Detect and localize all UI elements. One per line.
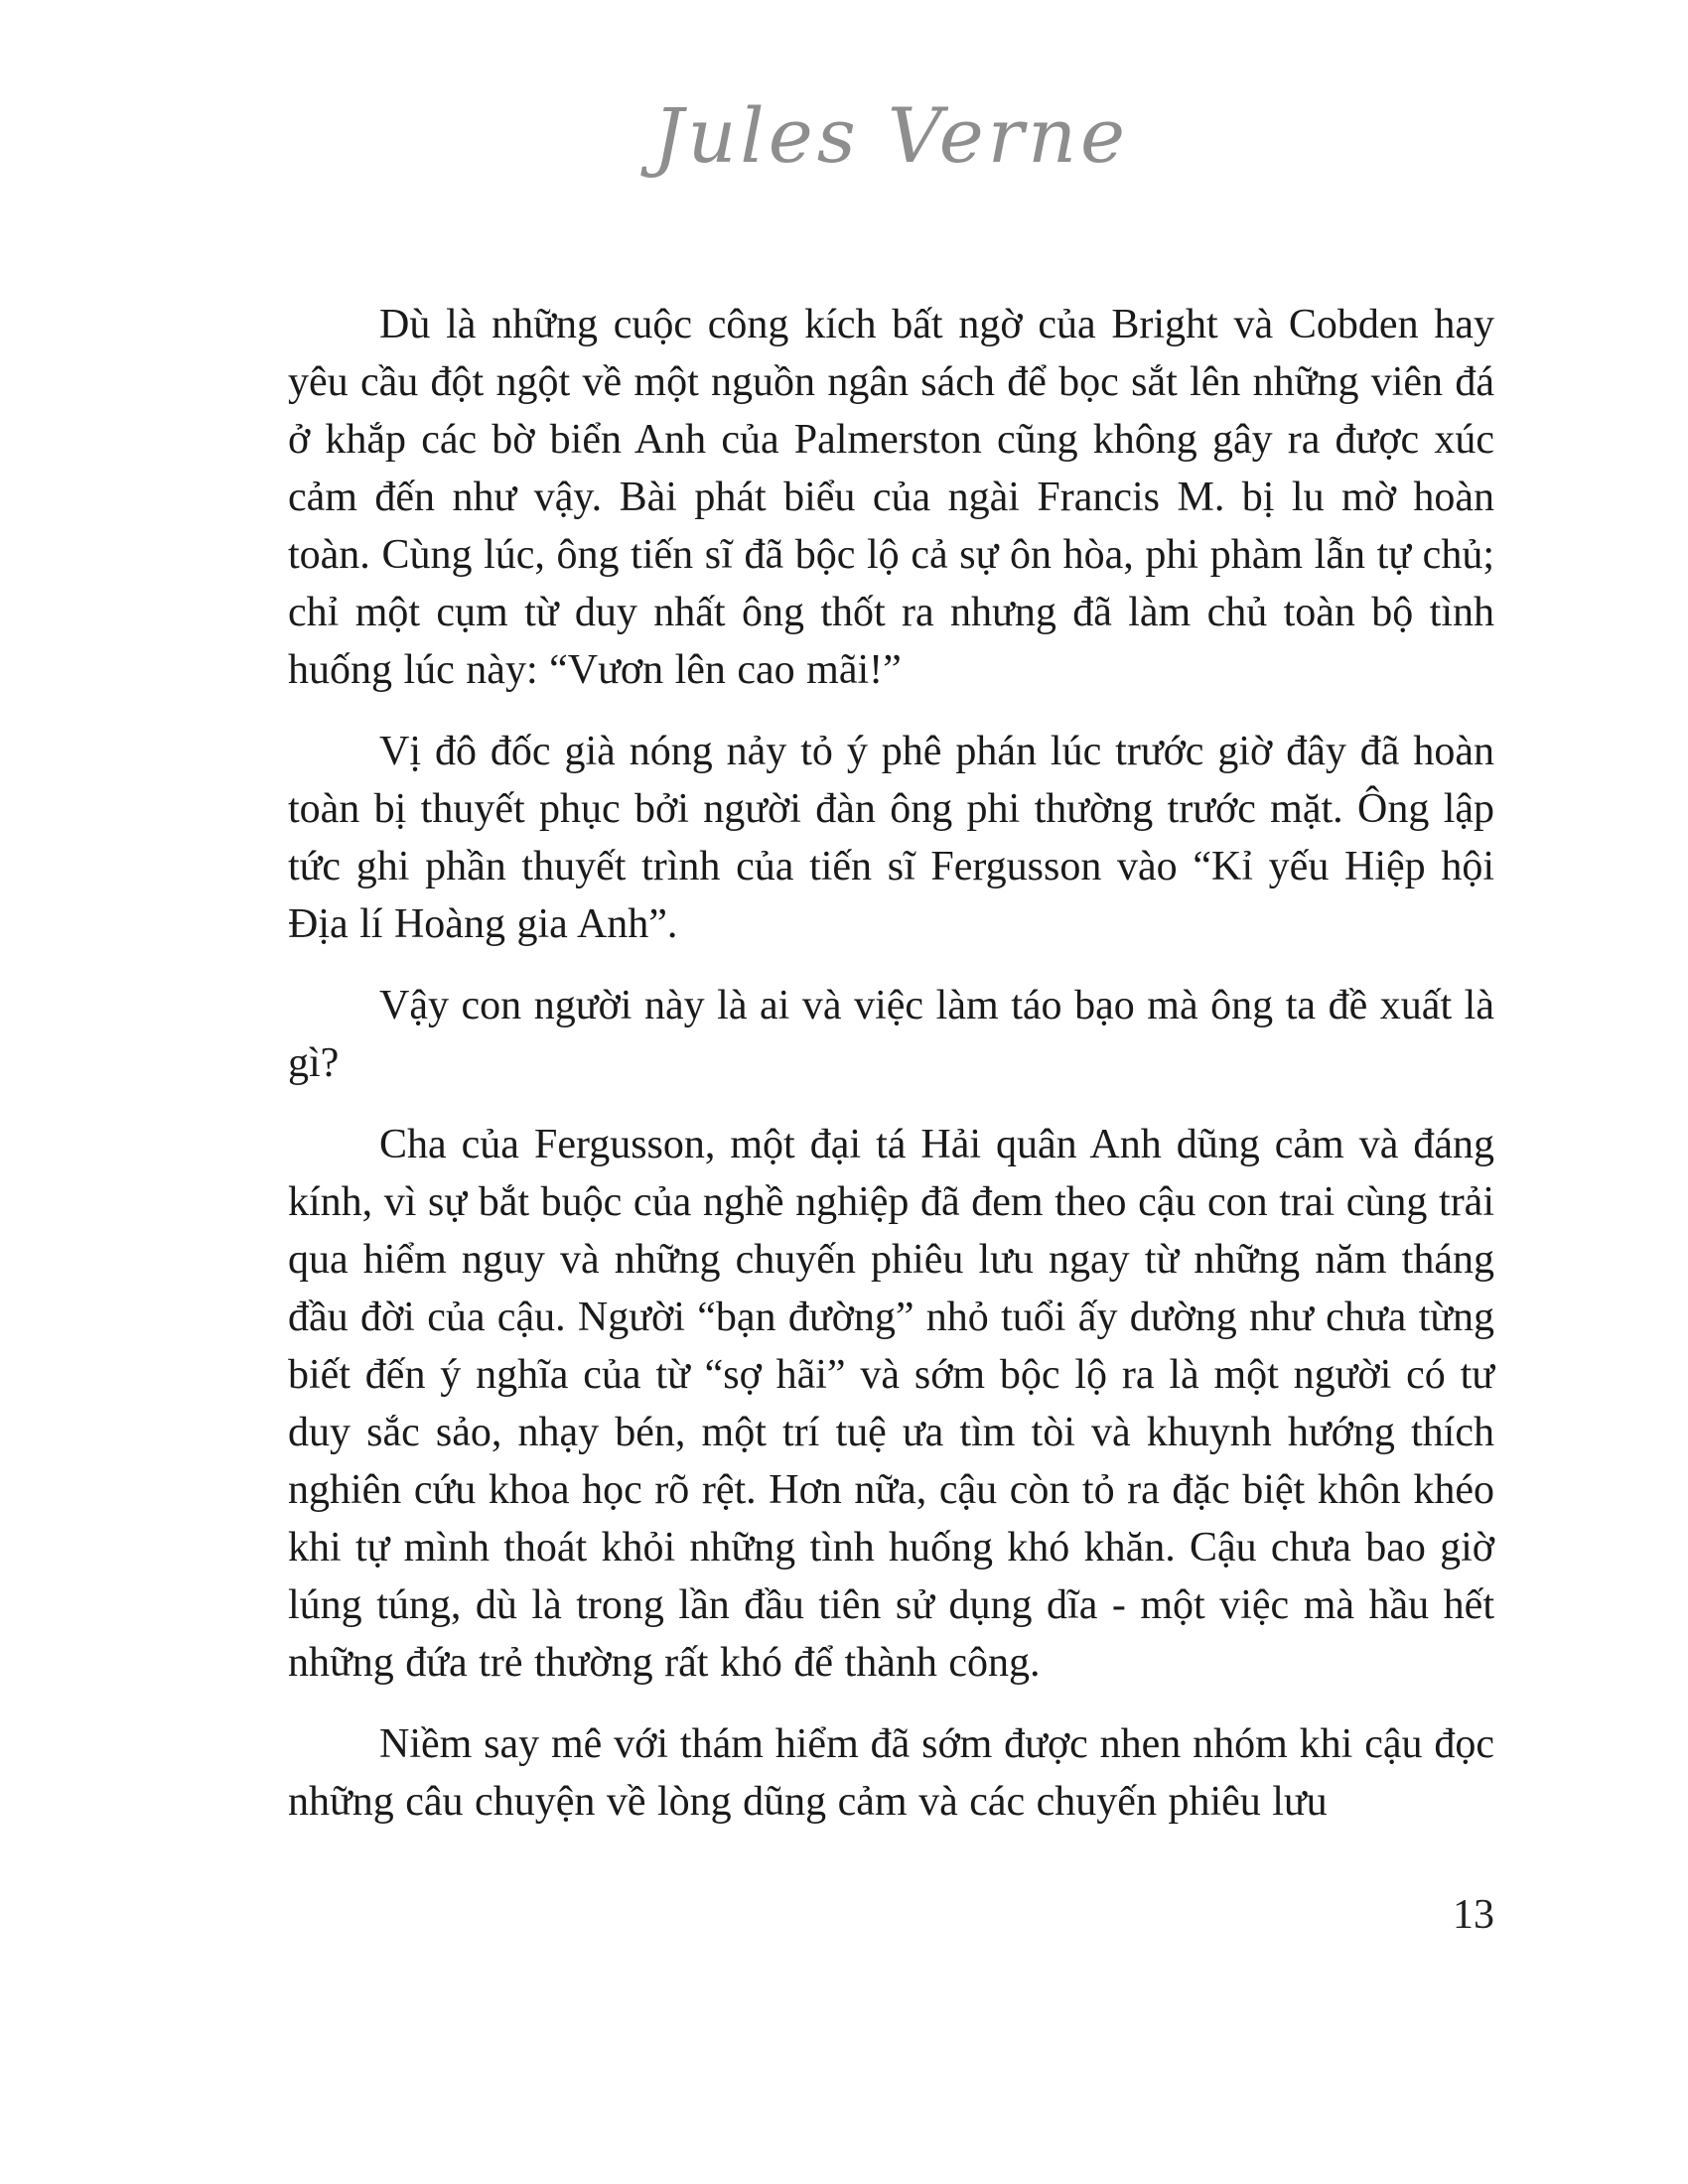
body-paragraph: Cha của Fergusson, một đại tá Hải quân Anh dũng cảm và đáng kính, vì sự bắt buộc của nghề nghiệp đã đem theo cậu con trai cùng trải qua hiểm nguy và những chuyến phiêu lưu ngay từ những năm tháng đầu đời của cậu. Người “bạn đường” nhỏ tuổi ấy dường như chưa từng biết đến ý nghĩa của từ “sợ hãi” và sớm bộc lộ ra là một người có tư duy sắc sảo, nhạy bén, một trí tuệ ưa tìm tòi và khuynh hướng thích nghiên cứu khoa học rõ rệt. Hơn nữa, cậu còn tỏ ra đặc biệt khôn khéo khi tự mình thoát khỏi những tình huống khó khăn. Cậu chưa bao giờ lúng túng, dù là trong lần đầu tiên sử dụng dĩa - một việc mà hầu hết những đứa trẻ thường rất khó để thành công.	[288, 1122, 1494, 1686]
body-paragraph: Dù là những cuộc công kích bất ngờ của Bright và Cobden hay yêu cầu đột ngột về một nguồn ngân sách để bọc sắt lên những viên đá ở khắp các bờ biển Anh của Palmerston cũng không gây ra được xúc cảm đến như vậy. Bài phát biểu của ngài Francis M. bị lu mờ hoàn toàn. Cùng lúc, ông tiến sĩ đã bộc lộ cả sự ôn hòa, phi phàm lẫn tự chủ; chỉ một cụm từ duy nhất ông thốt ra nhưng đã làm chủ toàn bộ tình huống lúc này: “Vươn lên cao mãi!”	[288, 302, 1494, 693]
body-paragraph: Vị đô đốc già nóng nảy tỏ ý phê phán lúc trước giờ đây đã hoàn toàn bị thuyết phục bởi người đàn ông phi thường trước mặt. Ông lập tức ghi phần thuyết trình của tiến sĩ Fergusson vào “Kỉ yếu Hiệp hội Địa lí Hoàng gia Anh”.	[288, 729, 1494, 947]
page-body	[288, 296, 1494, 1854]
body-paragraph: Niềm say mê với thám hiểm đã sớm được nhen nhóm khi cậu đọc những câu chuyện về lòng dũng cảm và các chuyến phiêu lưu	[288, 1721, 1494, 1825]
author-running-header: Jules Verne	[653, 91, 1129, 180]
page-number: 13	[1453, 1892, 1494, 1938]
body-paragraph: Vậy con người này là ai và việc làm táo bạo mà ông ta đề xuất là gì?	[288, 983, 1494, 1086]
